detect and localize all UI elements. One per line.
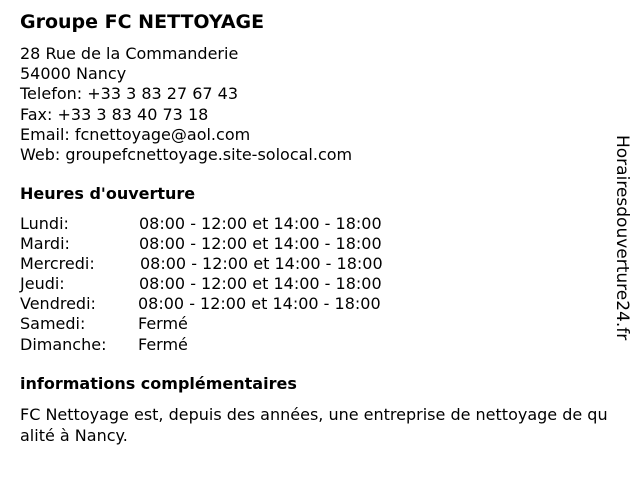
opening-hours-heading: Heures d'ouverture [20,184,196,203]
day-label: Jeudi: [20,274,65,294]
day-label: Vendredi: [20,294,96,314]
day-label: Mardi: [20,234,70,254]
phone-line: Telefon: +33 3 83 27 67 43 [20,84,239,104]
fax-line: Fax: +33 3 83 40 73 18 [20,104,209,124]
address-city: 54000 Nancy [20,64,127,84]
day-label: Dimanche: [20,334,107,354]
address-street: 28 Rue de la Commanderie [20,44,239,63]
day-label: Lundi: [20,214,69,233]
watermark-text: Horairesdouverture24.fr [612,135,632,341]
day-hours: 08:00 - 12:00 et 14:00 - 18:00 [139,214,382,233]
web-line: Web: groupefcnettoyage.site-solocal.com [20,145,353,165]
business-description: FC Nettoyage est, depuis des années, une entreprise de nettoyage de qualité à Nancy. [20,405,608,445]
contact-block [20,44,352,165]
day-hours: 08:00 - 12:00 et 14:00 - 18:00 [138,294,381,314]
day-label: Mercredi: [20,254,95,274]
email-line: Email: fcnettoyage@aol.com [20,124,251,144]
site-watermark [611,135,633,345]
day-hours: Fermé [138,334,188,354]
business-name: Groupe FC NETTOYAGE [20,11,265,33]
day-hours: 08:00 - 12:00 et 14:00 - 18:00 [140,254,383,274]
day-hours: 08:00 - 12:00 et 14:00 - 18:00 [139,234,382,254]
additional-info-heading: informations complémentaires [20,374,297,393]
day-hours: 08:00 - 12:00 et 14:00 - 18:00 [139,274,382,294]
day-label: Samedi: [20,314,86,334]
day-hours: Fermé [138,314,188,334]
